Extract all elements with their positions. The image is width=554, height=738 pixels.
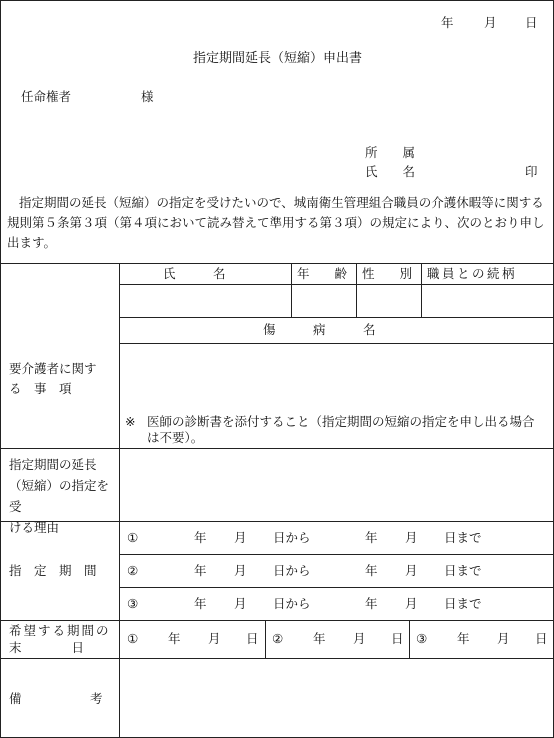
end-section-bottom <box>1 658 553 659</box>
note-line1: 医師の診断書を添付すること（指定期間の短縮の指定を申し出る場合 <box>147 414 535 429</box>
col-header-age: 年 齢 <box>297 266 348 281</box>
care-label-line2: る 事 項 <box>9 381 72 396</box>
period-row1-year2: 年 <box>365 530 378 545</box>
end-cell1-month: 月 <box>208 631 221 646</box>
period-row3-year: 年 <box>194 596 207 611</box>
end-cell3-month: 月 <box>497 631 510 646</box>
care-section-label <box>9 359 115 399</box>
end-cell3-num: ③ <box>416 631 428 646</box>
end-cell1-num: ① <box>127 631 139 646</box>
end-cell1-divider <box>265 620 266 658</box>
header-day-label: 日 <box>525 15 538 30</box>
name-label: 氏 名 <box>365 164 416 179</box>
seal-mark: 印 <box>525 164 538 179</box>
care-data-line <box>119 317 553 318</box>
end-cell2-day: 日 <box>391 631 404 646</box>
age-sex-divider <box>356 263 357 317</box>
end-cell2-year: 年 <box>313 631 326 646</box>
col-header-name: 氏 名 <box>163 266 226 281</box>
end-cell2-month: 月 <box>353 631 366 646</box>
period-row2-to: 日まで <box>444 563 482 578</box>
period-section-label: 指 定 期 間 <box>9 563 97 578</box>
period-row2-from: 日から <box>273 563 311 578</box>
reason-label-line1: 指定期間の延長 <box>9 457 97 472</box>
end-cell2-num: ② <box>272 631 284 646</box>
period-row1-month: 月 <box>234 530 247 545</box>
period-row2-year2: 年 <box>365 563 378 578</box>
period-row3-num: ③ <box>127 596 139 611</box>
remarks-label: 備 考 <box>9 691 104 706</box>
appointer-sama: 様 <box>141 89 154 104</box>
table-top-border <box>1 263 553 264</box>
period-row3-month: 月 <box>234 596 247 611</box>
note-mark: ※ <box>125 414 136 429</box>
care-label-line1: 要介護者に関す <box>9 361 97 376</box>
period-row2-month2: 月 <box>405 563 418 578</box>
label-column-divider <box>119 263 120 737</box>
period-row2-bottom <box>119 587 553 588</box>
end-cell2-divider <box>409 620 410 658</box>
statement-text: 指定期間の延長（短縮）の指定を受けたいので、城南衛生管理組合職員の介護休暇等に関する規則第５条第３項（第４項において読み替えて準用する第３項）の規定により、次のとおり申し出ます。 <box>7 195 545 250</box>
period-row2-num: ② <box>127 563 139 578</box>
end-cell3-year: 年 <box>457 631 470 646</box>
disease-header-line <box>119 343 553 344</box>
end-cell1-day: 日 <box>246 631 259 646</box>
end-cell3-day: 日 <box>535 631 548 646</box>
sex-relation-divider <box>421 263 422 317</box>
header-year-label: 年 <box>441 15 454 30</box>
document-title: 指定期間延長（短縮）申出書 <box>193 51 363 66</box>
period-row2-month: 月 <box>234 563 247 578</box>
period-row1-year: 年 <box>194 530 207 545</box>
note-line2: は不要）。 <box>147 430 204 445</box>
period-row1-month2: 月 <box>405 530 418 545</box>
care-header-line <box>119 284 553 285</box>
end-cell1-year: 年 <box>168 631 181 646</box>
reason-section-label <box>9 454 117 538</box>
period-row1-from: 日から <box>273 530 311 545</box>
reason-label-line3: ける理由 <box>9 520 60 535</box>
end-label-line1: 希望する期間の <box>9 623 111 638</box>
period-row1-to: 日まで <box>444 530 482 545</box>
end-label-line2: 末 日 <box>9 640 85 655</box>
header-month-label: 月 <box>484 15 497 30</box>
period-row3-to: 日まで <box>444 596 482 611</box>
statement-paragraph <box>7 193 549 253</box>
period-row1-bottom <box>119 554 553 555</box>
period-row3-from: 日から <box>273 596 311 611</box>
period-row3-month2: 月 <box>405 596 418 611</box>
col-header-sex: 性 別 <box>362 266 413 281</box>
period-section-bottom <box>1 620 553 621</box>
appointer-label: 任命権者 <box>21 89 72 104</box>
reason-label-line2: （短縮）の指定を受 <box>9 478 110 514</box>
period-row2-year: 年 <box>194 563 207 578</box>
period-row3-year2: 年 <box>365 596 378 611</box>
care-section-bottom <box>1 448 553 449</box>
col-header-relation: 職員との続柄 <box>427 266 518 281</box>
period-row1-num: ① <box>127 530 139 545</box>
col-header-disease: 傷 病 名 <box>263 322 376 337</box>
name-age-divider <box>291 263 292 317</box>
affiliation-label: 所 属 <box>365 145 416 160</box>
